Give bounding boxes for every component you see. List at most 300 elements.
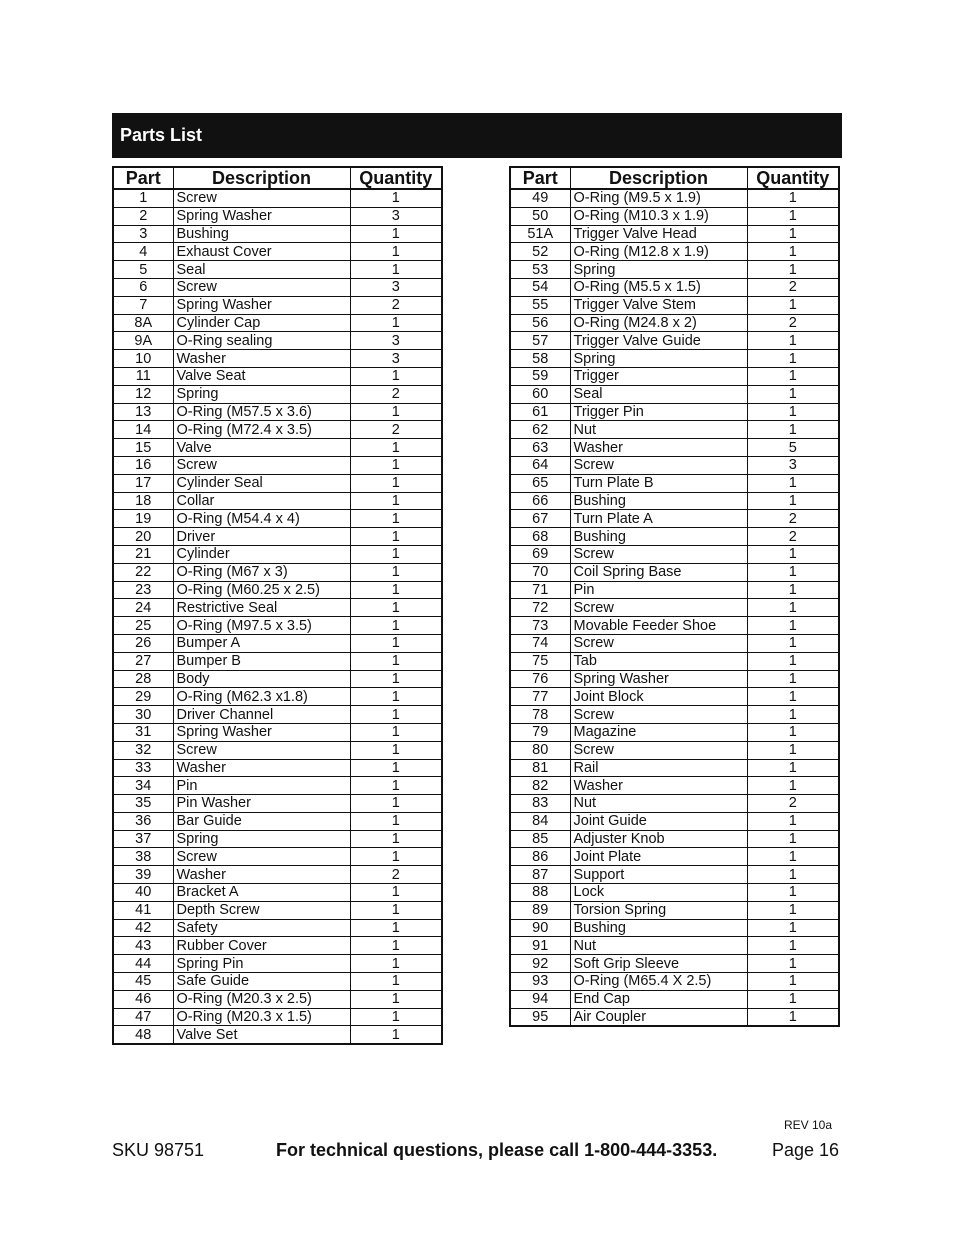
quantity-cell: 1 bbox=[747, 901, 839, 919]
part-number-cell: 73 bbox=[510, 617, 570, 635]
part-number-cell: 19 bbox=[113, 510, 173, 528]
part-number-cell: 32 bbox=[113, 741, 173, 759]
description-cell: Nut bbox=[570, 421, 747, 439]
description-cell: Pin bbox=[173, 777, 350, 795]
quantity-cell: 3 bbox=[350, 350, 442, 368]
description-cell: O-Ring (M60.25 x 2.5) bbox=[173, 581, 350, 599]
part-number-cell: 60 bbox=[510, 385, 570, 403]
description-cell: Support bbox=[570, 866, 747, 884]
quantity-cell: 1 bbox=[350, 688, 442, 706]
part-number-cell: 66 bbox=[510, 492, 570, 510]
column-header-description: Description bbox=[570, 167, 747, 189]
part-number-cell: 33 bbox=[113, 759, 173, 777]
description-cell: Spring Washer bbox=[173, 207, 350, 225]
part-number-cell: 93 bbox=[510, 973, 570, 991]
description-cell: Torsion Spring bbox=[570, 901, 747, 919]
table-row bbox=[510, 706, 839, 724]
table-row bbox=[510, 385, 839, 403]
part-number-cell: 47 bbox=[113, 1008, 173, 1026]
quantity-cell: 1 bbox=[350, 261, 442, 279]
part-number-cell: 37 bbox=[113, 830, 173, 848]
quantity-cell: 1 bbox=[350, 599, 442, 617]
quantity-cell: 1 bbox=[747, 243, 839, 261]
quantity-cell: 3 bbox=[747, 456, 839, 474]
quantity-cell: 1 bbox=[747, 189, 839, 207]
description-cell: Bumper B bbox=[173, 652, 350, 670]
part-number-cell: 45 bbox=[113, 973, 173, 991]
table-row bbox=[113, 670, 442, 688]
part-number-cell: 31 bbox=[113, 723, 173, 741]
description-cell: O-Ring (M20.3 x 1.5) bbox=[173, 1008, 350, 1026]
table-row bbox=[113, 884, 442, 902]
quantity-cell: 1 bbox=[350, 812, 442, 830]
part-number-cell: 18 bbox=[113, 492, 173, 510]
column-header-quantity: Quantity bbox=[350, 167, 442, 189]
quantity-cell: 1 bbox=[747, 1008, 839, 1026]
table-row bbox=[510, 403, 839, 421]
description-cell: Safe Guide bbox=[173, 973, 350, 991]
table-row bbox=[113, 848, 442, 866]
description-cell: Cylinder Seal bbox=[173, 474, 350, 492]
part-number-cell: 53 bbox=[510, 261, 570, 279]
table-row bbox=[113, 955, 442, 973]
description-cell: Turn Plate A bbox=[570, 510, 747, 528]
part-number-cell: 2 bbox=[113, 207, 173, 225]
table-row bbox=[113, 207, 442, 225]
description-cell: O-Ring (M20.3 x 2.5) bbox=[173, 990, 350, 1008]
part-number-cell: 76 bbox=[510, 670, 570, 688]
table-row bbox=[510, 884, 839, 902]
part-number-cell: 54 bbox=[510, 278, 570, 296]
page-title: Parts List bbox=[120, 125, 203, 145]
quantity-cell: 1 bbox=[350, 456, 442, 474]
part-number-cell: 68 bbox=[510, 528, 570, 546]
part-number-cell: 34 bbox=[113, 777, 173, 795]
quantity-cell: 1 bbox=[350, 634, 442, 652]
part-number-cell: 20 bbox=[113, 528, 173, 546]
table-row bbox=[510, 848, 839, 866]
parts-list-header bbox=[112, 113, 842, 158]
quantity-cell: 1 bbox=[747, 563, 839, 581]
table-row bbox=[510, 189, 839, 207]
table-row bbox=[510, 812, 839, 830]
column-header-part: Part bbox=[113, 167, 173, 189]
quantity-cell: 1 bbox=[747, 296, 839, 314]
table-row bbox=[510, 830, 839, 848]
table-row bbox=[510, 332, 839, 350]
description-cell: O-Ring (M57.5 x 3.6) bbox=[173, 403, 350, 421]
quantity-cell: 1 bbox=[747, 545, 839, 563]
quantity-cell: 1 bbox=[747, 955, 839, 973]
table-row bbox=[113, 492, 442, 510]
table-row bbox=[510, 901, 839, 919]
quantity-cell: 1 bbox=[350, 990, 442, 1008]
part-number-cell: 57 bbox=[510, 332, 570, 350]
description-cell: Tab bbox=[570, 652, 747, 670]
part-number-cell: 75 bbox=[510, 652, 570, 670]
table-row bbox=[510, 528, 839, 546]
part-number-cell: 82 bbox=[510, 777, 570, 795]
table-row bbox=[510, 350, 839, 368]
table-row bbox=[113, 688, 442, 706]
part-number-cell: 72 bbox=[510, 599, 570, 617]
quantity-cell: 1 bbox=[350, 795, 442, 813]
description-cell: Screw bbox=[173, 189, 350, 207]
table-row bbox=[113, 385, 442, 403]
part-number-cell: 81 bbox=[510, 759, 570, 777]
description-cell: Seal bbox=[173, 261, 350, 279]
table-row bbox=[113, 759, 442, 777]
part-number-cell: 1 bbox=[113, 189, 173, 207]
quantity-cell: 1 bbox=[747, 617, 839, 635]
quantity-cell: 1 bbox=[350, 777, 442, 795]
part-number-cell: 4 bbox=[113, 243, 173, 261]
part-number-cell: 69 bbox=[510, 545, 570, 563]
part-number-cell: 52 bbox=[510, 243, 570, 261]
column-header-part: Part bbox=[510, 167, 570, 189]
part-number-cell: 30 bbox=[113, 706, 173, 724]
part-number-cell: 55 bbox=[510, 296, 570, 314]
description-cell: Trigger Pin bbox=[570, 403, 747, 421]
table-row bbox=[510, 421, 839, 439]
description-cell: Rubber Cover bbox=[173, 937, 350, 955]
table-row bbox=[510, 581, 839, 599]
quantity-cell: 1 bbox=[350, 545, 442, 563]
table-row bbox=[113, 474, 442, 492]
part-number-cell: 15 bbox=[113, 439, 173, 457]
table-row bbox=[113, 1026, 442, 1044]
quantity-cell: 2 bbox=[350, 421, 442, 439]
part-number-cell: 49 bbox=[510, 189, 570, 207]
description-cell: Joint Guide bbox=[570, 812, 747, 830]
part-number-cell: 7 bbox=[113, 296, 173, 314]
description-cell: Adjuster Knob bbox=[570, 830, 747, 848]
description-cell: O-Ring (M54.4 x 4) bbox=[173, 510, 350, 528]
part-number-cell: 24 bbox=[113, 599, 173, 617]
description-cell: O-Ring (M72.4 x 3.5) bbox=[173, 421, 350, 439]
table-row bbox=[510, 278, 839, 296]
description-cell: Rail bbox=[570, 759, 747, 777]
table-row bbox=[510, 634, 839, 652]
quantity-cell: 1 bbox=[350, 670, 442, 688]
description-cell: Cylinder Cap bbox=[173, 314, 350, 332]
description-cell: O-Ring (M9.5 x 1.9) bbox=[570, 189, 747, 207]
parts-table-left bbox=[112, 166, 443, 1045]
quantity-cell: 1 bbox=[350, 901, 442, 919]
part-number-cell: 84 bbox=[510, 812, 570, 830]
table-row bbox=[113, 421, 442, 439]
description-cell: Washer bbox=[173, 759, 350, 777]
description-cell: Seal bbox=[570, 385, 747, 403]
part-number-cell: 86 bbox=[510, 848, 570, 866]
quantity-cell: 1 bbox=[747, 990, 839, 1008]
quantity-cell: 1 bbox=[747, 634, 839, 652]
quantity-cell: 2 bbox=[747, 510, 839, 528]
description-cell: Bushing bbox=[570, 528, 747, 546]
quantity-cell: 1 bbox=[747, 670, 839, 688]
quantity-cell: 1 bbox=[350, 830, 442, 848]
part-number-cell: 43 bbox=[113, 937, 173, 955]
quantity-cell: 1 bbox=[747, 421, 839, 439]
footer-support-phone: For technical questions, please call 1-800-444-3353. bbox=[276, 1140, 718, 1160]
table-row bbox=[510, 510, 839, 528]
parts-table-right bbox=[509, 166, 840, 1027]
quantity-cell: 1 bbox=[350, 919, 442, 937]
table-row bbox=[510, 955, 839, 973]
page-number: Page 16 bbox=[772, 1140, 840, 1160]
table-row bbox=[113, 296, 442, 314]
description-cell: Soft Grip Sleeve bbox=[570, 955, 747, 973]
description-cell: Screw bbox=[570, 634, 747, 652]
quantity-cell: 1 bbox=[350, 884, 442, 902]
part-number-cell: 5 bbox=[113, 261, 173, 279]
description-cell: Screw bbox=[570, 599, 747, 617]
description-cell: Screw bbox=[173, 278, 350, 296]
table-row bbox=[510, 723, 839, 741]
description-cell: Valve bbox=[173, 439, 350, 457]
table-row bbox=[113, 545, 442, 563]
quantity-cell: 1 bbox=[350, 955, 442, 973]
description-cell: Body bbox=[173, 670, 350, 688]
table-row bbox=[113, 777, 442, 795]
part-number-cell: 67 bbox=[510, 510, 570, 528]
description-cell: Trigger bbox=[570, 367, 747, 385]
description-cell: Driver bbox=[173, 528, 350, 546]
table-row bbox=[510, 314, 839, 332]
part-number-cell: 16 bbox=[113, 456, 173, 474]
quantity-cell: 1 bbox=[350, 706, 442, 724]
description-cell: End Cap bbox=[570, 990, 747, 1008]
description-cell: Magazine bbox=[570, 723, 747, 741]
part-number-cell: 9A bbox=[113, 332, 173, 350]
description-cell: Spring Washer bbox=[173, 296, 350, 314]
quantity-cell: 1 bbox=[350, 741, 442, 759]
part-number-cell: 56 bbox=[510, 314, 570, 332]
quantity-cell: 1 bbox=[350, 1026, 442, 1044]
part-number-cell: 21 bbox=[113, 545, 173, 563]
quantity-cell: 1 bbox=[747, 973, 839, 991]
part-number-cell: 42 bbox=[113, 919, 173, 937]
table-row bbox=[510, 599, 839, 617]
table-row bbox=[113, 866, 442, 884]
description-cell: Lock bbox=[570, 884, 747, 902]
description-cell: Pin bbox=[570, 581, 747, 599]
part-number-cell: 14 bbox=[113, 421, 173, 439]
table-row bbox=[510, 777, 839, 795]
part-number-cell: 3 bbox=[113, 225, 173, 243]
part-number-cell: 77 bbox=[510, 688, 570, 706]
quantity-cell: 1 bbox=[350, 937, 442, 955]
description-cell: Screw bbox=[570, 456, 747, 474]
table-row bbox=[113, 617, 442, 635]
quantity-cell: 1 bbox=[747, 403, 839, 421]
column-header-quantity: Quantity bbox=[747, 167, 839, 189]
part-number-cell: 41 bbox=[113, 901, 173, 919]
description-cell: Trigger Valve Head bbox=[570, 225, 747, 243]
table-row bbox=[510, 439, 839, 457]
quantity-cell: 1 bbox=[747, 225, 839, 243]
table-row bbox=[113, 652, 442, 670]
table-header-row bbox=[510, 167, 839, 189]
table-row bbox=[510, 492, 839, 510]
description-cell: Screw bbox=[570, 545, 747, 563]
part-number-cell: 17 bbox=[113, 474, 173, 492]
quantity-cell: 1 bbox=[747, 474, 839, 492]
description-cell: O-Ring (M67 x 3) bbox=[173, 563, 350, 581]
table-row bbox=[510, 973, 839, 991]
part-number-cell: 29 bbox=[113, 688, 173, 706]
table-row bbox=[113, 243, 442, 261]
quantity-cell: 1 bbox=[747, 706, 839, 724]
part-number-cell: 74 bbox=[510, 634, 570, 652]
part-number-cell: 8A bbox=[113, 314, 173, 332]
part-number-cell: 38 bbox=[113, 848, 173, 866]
table-row bbox=[113, 332, 442, 350]
description-cell: O-Ring (M65.4 X 2.5) bbox=[570, 973, 747, 991]
table-header-row bbox=[113, 167, 442, 189]
description-cell: Spring bbox=[173, 385, 350, 403]
description-cell: Coil Spring Base bbox=[570, 563, 747, 581]
revision-label: REV 10a bbox=[784, 1118, 833, 1132]
part-number-cell: 12 bbox=[113, 385, 173, 403]
description-cell: O-Ring (M97.5 x 3.5) bbox=[173, 617, 350, 635]
table-row bbox=[113, 528, 442, 546]
table-row bbox=[113, 314, 442, 332]
description-cell: Bushing bbox=[570, 919, 747, 937]
quantity-cell: 2 bbox=[747, 528, 839, 546]
part-number-cell: 71 bbox=[510, 581, 570, 599]
table-row bbox=[113, 599, 442, 617]
table-row bbox=[113, 830, 442, 848]
description-cell: Nut bbox=[570, 795, 747, 813]
quantity-cell: 2 bbox=[747, 795, 839, 813]
description-cell: Spring bbox=[570, 261, 747, 279]
description-cell: Valve Set bbox=[173, 1026, 350, 1044]
description-cell: Spring bbox=[173, 830, 350, 848]
quantity-cell: 1 bbox=[747, 919, 839, 937]
description-cell: Bushing bbox=[173, 225, 350, 243]
part-number-cell: 36 bbox=[113, 812, 173, 830]
quantity-cell: 1 bbox=[350, 474, 442, 492]
table-row bbox=[510, 759, 839, 777]
quantity-cell: 1 bbox=[350, 528, 442, 546]
part-number-cell: 91 bbox=[510, 937, 570, 955]
description-cell: Trigger Valve Stem bbox=[570, 296, 747, 314]
description-cell: Pin Washer bbox=[173, 795, 350, 813]
part-number-cell: 35 bbox=[113, 795, 173, 813]
table-row bbox=[510, 563, 839, 581]
part-number-cell: 58 bbox=[510, 350, 570, 368]
part-number-cell: 92 bbox=[510, 955, 570, 973]
quantity-cell: 1 bbox=[350, 848, 442, 866]
quantity-cell: 1 bbox=[350, 617, 442, 635]
quantity-cell: 1 bbox=[747, 385, 839, 403]
description-cell: Trigger Valve Guide bbox=[570, 332, 747, 350]
part-number-cell: 70 bbox=[510, 563, 570, 581]
part-number-cell: 79 bbox=[510, 723, 570, 741]
description-cell: O-Ring (M10.3 x 1.9) bbox=[570, 207, 747, 225]
description-cell: Safety bbox=[173, 919, 350, 937]
table-row bbox=[510, 617, 839, 635]
description-cell: Spring Washer bbox=[570, 670, 747, 688]
quantity-cell: 2 bbox=[747, 278, 839, 296]
table-row bbox=[113, 456, 442, 474]
description-cell: Bracket A bbox=[173, 884, 350, 902]
table-row bbox=[510, 474, 839, 492]
quantity-cell: 1 bbox=[747, 688, 839, 706]
footer-sku: SKU 98751 bbox=[112, 1140, 205, 1160]
part-number-cell: 6 bbox=[113, 278, 173, 296]
table-row bbox=[113, 990, 442, 1008]
description-cell: Spring Washer bbox=[173, 723, 350, 741]
quantity-cell: 2 bbox=[350, 385, 442, 403]
description-cell: Movable Feeder Shoe bbox=[570, 617, 747, 635]
table-row bbox=[510, 990, 839, 1008]
part-number-cell: 61 bbox=[510, 403, 570, 421]
description-cell: O-Ring (M62.3 x1.8) bbox=[173, 688, 350, 706]
part-number-cell: 89 bbox=[510, 901, 570, 919]
part-number-cell: 50 bbox=[510, 207, 570, 225]
quantity-cell: 5 bbox=[747, 439, 839, 457]
table-row bbox=[113, 225, 442, 243]
quantity-cell: 1 bbox=[747, 830, 839, 848]
table-row bbox=[510, 207, 839, 225]
description-cell: Spring bbox=[570, 350, 747, 368]
quantity-cell: 1 bbox=[747, 367, 839, 385]
quantity-cell: 1 bbox=[350, 759, 442, 777]
table-row bbox=[113, 581, 442, 599]
part-number-cell: 88 bbox=[510, 884, 570, 902]
description-cell: Screw bbox=[570, 706, 747, 724]
description-cell: Washer bbox=[570, 777, 747, 795]
table-row bbox=[510, 243, 839, 261]
description-cell: Bushing bbox=[570, 492, 747, 510]
table-row bbox=[113, 563, 442, 581]
description-cell: Joint Plate bbox=[570, 848, 747, 866]
description-cell: O-Ring (M24.8 x 2) bbox=[570, 314, 747, 332]
table-row bbox=[113, 403, 442, 421]
description-cell: Spring Pin bbox=[173, 955, 350, 973]
description-cell: O-Ring (M12.8 x 1.9) bbox=[570, 243, 747, 261]
table-row bbox=[510, 652, 839, 670]
part-number-cell: 65 bbox=[510, 474, 570, 492]
part-number-cell: 25 bbox=[113, 617, 173, 635]
description-cell: Collar bbox=[173, 492, 350, 510]
description-cell: Nut bbox=[570, 937, 747, 955]
table-row bbox=[113, 795, 442, 813]
table-row bbox=[510, 688, 839, 706]
table-row bbox=[510, 225, 839, 243]
part-number-cell: 83 bbox=[510, 795, 570, 813]
table-row bbox=[510, 937, 839, 955]
quantity-cell: 1 bbox=[747, 261, 839, 279]
table-row bbox=[510, 456, 839, 474]
quantity-cell: 1 bbox=[747, 332, 839, 350]
table-row bbox=[113, 901, 442, 919]
part-number-cell: 28 bbox=[113, 670, 173, 688]
description-cell: Washer bbox=[570, 439, 747, 457]
quantity-cell: 1 bbox=[350, 510, 442, 528]
quantity-cell: 1 bbox=[747, 848, 839, 866]
table-row bbox=[113, 919, 442, 937]
part-number-cell: 44 bbox=[113, 955, 173, 973]
quantity-cell: 3 bbox=[350, 278, 442, 296]
quantity-cell: 1 bbox=[350, 563, 442, 581]
quantity-cell: 1 bbox=[350, 652, 442, 670]
quantity-cell: 1 bbox=[350, 439, 442, 457]
table-row bbox=[510, 1008, 839, 1026]
quantity-cell: 1 bbox=[350, 314, 442, 332]
